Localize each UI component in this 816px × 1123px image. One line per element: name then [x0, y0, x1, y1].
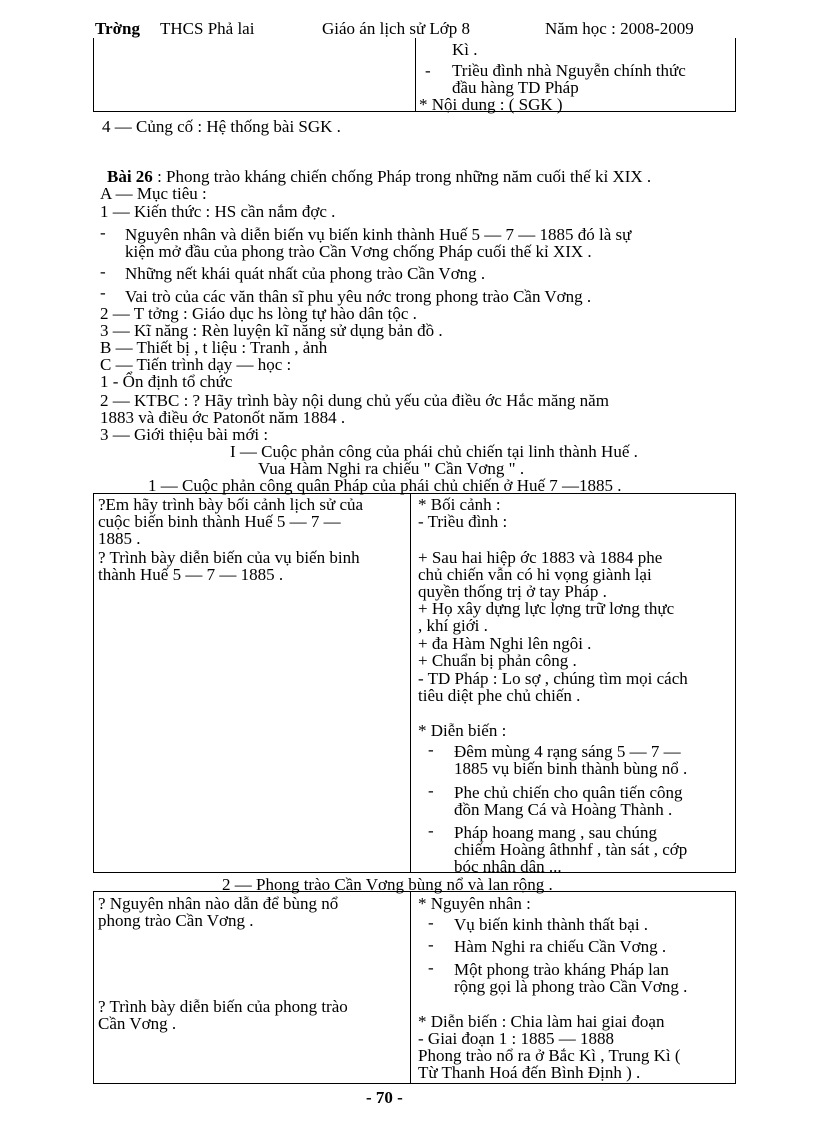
cell-text: Triều đình nhà Nguyễn chính thức — [452, 61, 686, 80]
answer-text: đồn Mang Cá và Hoàng Thành . — [454, 800, 673, 819]
lesson-title-text: : Phong trào kháng chiến chống Pháp trong những năm cuối thế kỉ XIX . — [152, 167, 652, 186]
answer-text: * Diễn biến : Chia làm hai giai đoạn — [418, 1012, 665, 1031]
answer-text: , khí giới . — [418, 616, 488, 635]
header-year: Năm học : 2008-2009 — [545, 19, 694, 38]
answer-text: chiếm Hoàng âthnhf , tàn sát , cớp — [454, 840, 688, 859]
answer-text: + Chuẩn bị phản công . — [418, 651, 577, 670]
procedure-heading: C — Tiến trình dạy — học : — [100, 355, 292, 374]
answer-text: Pháp hoang mang , sau chúng — [454, 823, 658, 842]
question-text: ? Trình bày diễn biến của vụ biến binh — [98, 548, 360, 567]
objective-2: Những nết khái quát nhất của phong trào Cần Vơng . — [125, 264, 486, 283]
procedure-step-1: 1 - Ổn định tổ chức — [100, 372, 233, 391]
dash-bullet: - — [100, 262, 106, 281]
header-school: THCS Phả lai — [160, 19, 255, 38]
dash-bullet: - — [428, 958, 434, 977]
consolidate-line: 4 — Củng cố : Hệ thống bài SGK . — [102, 117, 341, 136]
answer-text: rộng gọi là phong trào Cần Vơng . — [454, 977, 688, 996]
question-text: phong trào Cần Vơng . — [98, 911, 254, 930]
dash-bullet: - — [100, 283, 106, 302]
cell-text: đầu hàng TD Pháp — [452, 78, 579, 97]
answer-text: Đêm mùng 4 rạng sáng 5 — 7 — — [454, 742, 681, 761]
dash-bullet: - — [428, 935, 434, 954]
question-text: Cần Vơng . — [98, 1014, 177, 1033]
table-border — [735, 38, 736, 111]
procedure-step-3: 3 — Giới thiệu bài mới : — [100, 425, 269, 444]
table-border — [93, 38, 94, 111]
header-subject: Giáo án lịch sử Lớp 8 — [322, 19, 471, 38]
table-border — [93, 111, 736, 112]
procedure-step-2-cont: 1883 và điều ớc Patonốt năm 1884 . — [100, 408, 346, 427]
dash-bullet: - — [428, 913, 434, 932]
question-text: ? Trình bày diễn biến của phong trào — [98, 997, 348, 1016]
objective-1-cont: kiện mở đầu của phong trào Cần Vơng chống Pháp cuối thế kỉ XIX . — [125, 242, 592, 261]
section-heading-1: I — Cuộc phản công của phái chủ chiến tại linh thành Huế . — [230, 442, 638, 461]
answer-text: Hàm Nghi ra chiếu Cần Vơng . — [454, 937, 667, 956]
answer-text: - Triều đình : — [418, 512, 508, 531]
question-text: 1885 . — [98, 529, 141, 548]
dash-bullet: - — [428, 740, 434, 759]
answer-text: * Diễn biến : — [418, 721, 507, 740]
subsection-heading-2: 2 — Phong trào Cần Vơng bùng nổ và lan rộng . — [222, 875, 553, 894]
dash-bullet: - — [425, 61, 431, 80]
table-divider — [410, 891, 411, 1084]
procedure-step-2: 2 — KTBC : ? Hãy trình bày nội dung chủ yếu của điều ớc Hắc măng năm — [100, 391, 609, 410]
question-text: cuộc biến binh thành Huế 5 — 7 — — [98, 512, 341, 531]
section-a: A — Mục tiêu : — [100, 184, 207, 203]
attitude-line: 2 — T tởng : Giáo dục hs lòng tự hào dân tộc . — [100, 304, 417, 323]
answer-text: chủ chiến vẫn có hi vọng giành lại — [418, 565, 652, 584]
answer-text: 1885 vụ biến binh thành bùng nổ . — [454, 759, 688, 778]
skill-line: 3 — Kĩ năng : Rèn luyện kĩ năng sử dụng bản đồ . — [100, 321, 443, 340]
answer-text: + Sau hai hiệp ớc 1883 và 1884 phe — [418, 548, 663, 567]
answer-text: Phe chủ chiến cho quân tiến công — [454, 783, 683, 802]
question-text: ? Nguyên nhân nào dẫn để bùng nổ — [98, 894, 339, 913]
lesson-number: Bài 26 — [107, 167, 153, 186]
answer-text: bóc nhân dân ... — [454, 857, 562, 876]
answer-text: Vụ biến kinh thành thất bại . — [454, 915, 649, 934]
answer-text: + đa Hàm Nghi lên ngôi . — [418, 634, 592, 653]
lesson-title — [107, 168, 651, 185]
subsection-heading-1: 1 — Cuộc phản công quân Pháp của phái chủ chiến ở Huế 7 —1885 . — [148, 476, 622, 495]
header-school-prefix: Trờng — [95, 19, 140, 38]
answer-text: Một phong trào kháng Pháp lan — [454, 960, 669, 979]
answer-text: * Bối cảnh : — [418, 495, 501, 514]
question-text: ?Em hãy trình bày bối cảnh lịch sử của — [98, 495, 364, 514]
answer-text: * Nguyên nhân : — [418, 894, 531, 913]
cell-text: * Nội dung : ( SGK ) — [419, 95, 563, 114]
question-text: thành Huế 5 — 7 — 1885 . — [98, 565, 284, 584]
section-heading-1-cont: Vua Hàm Nghi ra chiếu " Cần Vơng " . — [258, 459, 525, 478]
answer-text: - TD Pháp : Lo sợ , chúng tìm mọi cách — [418, 669, 688, 688]
answer-text: Từ Thanh Hoá đến Bình Định ) . — [418, 1063, 641, 1082]
objective-3: Vai trò của các văn thân sĩ phu yêu nớc trong phong trào Cần Vơng . — [125, 287, 592, 306]
dash-bullet: - — [428, 781, 434, 800]
answer-text: quyền thống trị ở tay Pháp . — [418, 582, 607, 601]
answer-text: Phong trào nổ ra ở Bắc Kì , Trung Kì ( — [418, 1046, 681, 1065]
objective-1: Nguyên nhân và diễn biến vụ biến kinh thành Huế 5 — 7 — 1885 đó là sự — [125, 225, 632, 244]
table-divider — [410, 493, 411, 873]
table-divider — [415, 38, 416, 111]
dash-bullet: - — [100, 223, 106, 242]
page-number: - 70 - — [366, 1088, 403, 1107]
answer-text: tiêu diệt phe chủ chiến . — [418, 686, 581, 705]
dash-bullet: - — [428, 821, 434, 840]
answer-text: - Giai đoạn 1 : 1885 — 1888 — [418, 1029, 614, 1048]
cell-text: Kì . — [452, 40, 478, 59]
equipment-line: B — Thiết bị , t liệu : Tranh , ảnh — [100, 338, 328, 357]
answer-text: + Họ xây dựng lực lợng trữ lơng thực — [418, 599, 675, 618]
knowledge-heading: 1 — Kiến thức : HS cần nắm đợc . — [100, 202, 336, 221]
